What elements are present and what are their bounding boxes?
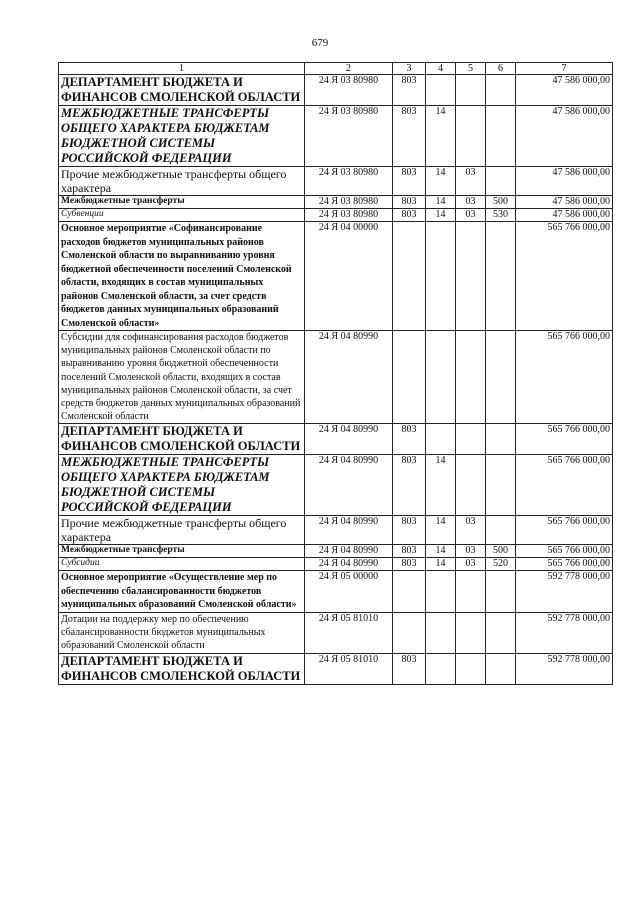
section-cell bbox=[426, 222, 456, 331]
amount-cell: 47 586 000,00 bbox=[516, 196, 613, 209]
subsection-cell bbox=[456, 106, 486, 167]
row-name-cell: Субвенции bbox=[59, 209, 305, 222]
target-article-cell: 24 Я 04 80990 bbox=[305, 545, 393, 558]
section-cell: 14 bbox=[426, 455, 456, 516]
table-row bbox=[59, 196, 613, 209]
expense-type-cell bbox=[486, 612, 516, 653]
row-name-cell: Межбюджетные трансферты bbox=[59, 196, 305, 209]
expense-type-cell bbox=[486, 424, 516, 455]
target-article-cell: 24 Я 05 81010 bbox=[305, 653, 393, 684]
target-article-cell: 24 Я 03 80980 bbox=[305, 75, 393, 106]
target-article-cell: 24 Я 03 80980 bbox=[305, 106, 393, 167]
grbs-cell: 803 bbox=[393, 167, 426, 196]
section-cell bbox=[426, 612, 456, 653]
grbs-cell bbox=[393, 331, 426, 424]
expense-type-cell bbox=[486, 331, 516, 424]
row-name-cell: Основное мероприятие «Осуществление мер по обеспечению сбалансированности бюджетов муниципальных образований Смоленской области» bbox=[59, 571, 305, 613]
subsection-cell bbox=[456, 612, 486, 653]
target-article-cell: 24 Я 04 80990 bbox=[305, 331, 393, 424]
column-header: 2 bbox=[305, 63, 393, 75]
grbs-cell: 803 bbox=[393, 516, 426, 545]
grbs-cell bbox=[393, 571, 426, 613]
expense-type-cell bbox=[486, 75, 516, 106]
target-article-cell: 24 Я 04 80990 bbox=[305, 516, 393, 545]
table-row bbox=[59, 222, 613, 331]
subsection-cell bbox=[456, 222, 486, 331]
row-name-cell: ДЕПАРТАМЕНТ БЮДЖЕТА И ФИНАНСОВ СМОЛЕНСКОЙ ОБЛАСТИ bbox=[59, 424, 305, 455]
table-row bbox=[59, 106, 613, 167]
expense-type-cell bbox=[486, 167, 516, 196]
row-name-cell: Дотации на поддержку мер по обеспечению сбалансированности бюджетов муниципальных образований Смоленской области bbox=[59, 612, 305, 653]
header-row bbox=[59, 63, 613, 75]
subsection-cell: 03 bbox=[456, 545, 486, 558]
amount-cell: 592 778 000,00 bbox=[516, 653, 613, 684]
expense-type-cell bbox=[486, 516, 516, 545]
column-header: 4 bbox=[426, 63, 456, 75]
table-row bbox=[59, 331, 613, 424]
row-name-cell: МЕЖБЮДЖЕТНЫЕ ТРАНСФЕРТЫ ОБЩЕГО ХАРАКТЕРА БЮДЖЕТАМ БЮДЖЕТНОЙ СИСТЕМЫ РОССИЙСКОЙ ФЕДЕРАЦИИ bbox=[59, 106, 305, 167]
target-article-cell: 24 Я 04 80990 bbox=[305, 455, 393, 516]
grbs-cell bbox=[393, 222, 426, 331]
table-row bbox=[59, 424, 613, 455]
section-cell bbox=[426, 571, 456, 613]
column-header: 6 bbox=[486, 63, 516, 75]
amount-cell: 565 766 000,00 bbox=[516, 545, 613, 558]
grbs-cell: 803 bbox=[393, 196, 426, 209]
target-article-cell: 24 Я 04 80990 bbox=[305, 424, 393, 455]
amount-cell: 47 586 000,00 bbox=[516, 106, 613, 167]
target-article-cell: 24 Я 03 80980 bbox=[305, 196, 393, 209]
target-article-cell: 24 Я 03 80980 bbox=[305, 167, 393, 196]
grbs-cell bbox=[393, 612, 426, 653]
section-cell: 14 bbox=[426, 545, 456, 558]
section-cell bbox=[426, 653, 456, 684]
row-name-cell: Межбюджетные трансферты bbox=[59, 545, 305, 558]
amount-cell: 565 766 000,00 bbox=[516, 424, 613, 455]
table-row bbox=[59, 75, 613, 106]
target-article-cell: 24 Я 05 00000 bbox=[305, 571, 393, 613]
amount-cell: 592 778 000,00 bbox=[516, 612, 613, 653]
subsection-cell bbox=[456, 331, 486, 424]
subsection-cell: 03 bbox=[456, 558, 486, 571]
row-name-cell: Основное мероприятие «Софинансирование расходов бюджетов муниципальных районов Смоленской области по выравниванию уровня бюджетной обеспеченности поселений Смоленской области, входящих в состав муниципальных районов Смоленской области, за счет средств бюджетов данных муниципальных образований Смоленской области» bbox=[59, 222, 305, 331]
amount-cell: 565 766 000,00 bbox=[516, 331, 613, 424]
amount-cell: 565 766 000,00 bbox=[516, 222, 613, 331]
budget-table bbox=[58, 62, 613, 685]
section-cell: 14 bbox=[426, 196, 456, 209]
subsection-cell: 03 bbox=[456, 209, 486, 222]
expense-type-cell bbox=[486, 222, 516, 331]
section-cell: 14 bbox=[426, 167, 456, 196]
row-name-cell: Прочие межбюджетные трансферты общего характера bbox=[59, 167, 305, 196]
expense-type-cell: 530 bbox=[486, 209, 516, 222]
amount-cell: 565 766 000,00 bbox=[516, 516, 613, 545]
table-row bbox=[59, 455, 613, 516]
table-row bbox=[59, 167, 613, 196]
target-article-cell: 24 Я 03 80980 bbox=[305, 209, 393, 222]
expense-type-cell bbox=[486, 455, 516, 516]
amount-cell: 565 766 000,00 bbox=[516, 455, 613, 516]
page-number: 679 bbox=[311, 37, 329, 49]
table-row bbox=[59, 571, 613, 613]
section-cell bbox=[426, 424, 456, 455]
section-cell bbox=[426, 75, 456, 106]
grbs-cell: 803 bbox=[393, 75, 426, 106]
row-name-cell: МЕЖБЮДЖЕТНЫЕ ТРАНСФЕРТЫ ОБЩЕГО ХАРАКТЕРА БЮДЖЕТАМ БЮДЖЕТНОЙ СИСТЕМЫ РОССИЙСКОЙ ФЕДЕРАЦИИ bbox=[59, 455, 305, 516]
target-article-cell: 24 Я 05 81010 bbox=[305, 612, 393, 653]
expense-type-cell bbox=[486, 653, 516, 684]
row-name-cell: Субсидии для софинансирования расходов бюджетов муниципальных районов Смоленской области по выравниванию уровня бюджетной обеспеченности поселений Смоленской области, входящих в состав муниципальных районов Смоленской области, за счет средств бюджетов данных муниципальных образований Смоленской области bbox=[59, 331, 305, 424]
expense-type-cell: 500 bbox=[486, 545, 516, 558]
section-cell bbox=[426, 331, 456, 424]
target-article-cell: 24 Я 04 00000 bbox=[305, 222, 393, 331]
table-row bbox=[59, 209, 613, 222]
table-row bbox=[59, 558, 613, 571]
row-name-cell: Субсидии bbox=[59, 558, 305, 571]
subsection-cell: 03 bbox=[456, 516, 486, 545]
grbs-cell: 803 bbox=[393, 653, 426, 684]
amount-cell: 592 778 000,00 bbox=[516, 571, 613, 613]
row-name-cell: ДЕПАРТАМЕНТ БЮДЖЕТА И ФИНАНСОВ СМОЛЕНСКОЙ ОБЛАСТИ bbox=[59, 653, 305, 684]
amount-cell: 47 586 000,00 bbox=[516, 75, 613, 106]
row-name-cell: Прочие межбюджетные трансферты общего характера bbox=[59, 516, 305, 545]
row-name-cell: ДЕПАРТАМЕНТ БЮДЖЕТА И ФИНАНСОВ СМОЛЕНСКОЙ ОБЛАСТИ bbox=[59, 75, 305, 106]
column-header: 5 bbox=[456, 63, 486, 75]
grbs-cell: 803 bbox=[393, 106, 426, 167]
table-row bbox=[59, 545, 613, 558]
grbs-cell: 803 bbox=[393, 545, 426, 558]
grbs-cell: 803 bbox=[393, 424, 426, 455]
section-cell: 14 bbox=[426, 516, 456, 545]
subsection-cell bbox=[456, 653, 486, 684]
expense-type-cell bbox=[486, 571, 516, 613]
subsection-cell bbox=[456, 424, 486, 455]
section-cell: 14 bbox=[426, 209, 456, 222]
subsection-cell bbox=[456, 571, 486, 613]
subsection-cell bbox=[456, 75, 486, 106]
section-cell: 14 bbox=[426, 558, 456, 571]
subsection-cell: 03 bbox=[456, 167, 486, 196]
table-row bbox=[59, 653, 613, 684]
expense-type-cell: 500 bbox=[486, 196, 516, 209]
table-row bbox=[59, 516, 613, 545]
grbs-cell: 803 bbox=[393, 455, 426, 516]
grbs-cell: 803 bbox=[393, 558, 426, 571]
column-header: 1 bbox=[59, 63, 305, 75]
grbs-cell: 803 bbox=[393, 209, 426, 222]
expense-type-cell: 520 bbox=[486, 558, 516, 571]
expense-type-cell bbox=[486, 106, 516, 167]
amount-cell: 565 766 000,00 bbox=[516, 558, 613, 571]
target-article-cell: 24 Я 04 80990 bbox=[305, 558, 393, 571]
section-cell: 14 bbox=[426, 106, 456, 167]
table-row bbox=[59, 612, 613, 653]
column-header: 7 bbox=[516, 63, 613, 75]
column-header: 3 bbox=[393, 63, 426, 75]
amount-cell: 47 586 000,00 bbox=[516, 167, 613, 196]
subsection-cell bbox=[456, 455, 486, 516]
table-body bbox=[59, 63, 613, 685]
amount-cell: 47 586 000,00 bbox=[516, 209, 613, 222]
subsection-cell: 03 bbox=[456, 196, 486, 209]
